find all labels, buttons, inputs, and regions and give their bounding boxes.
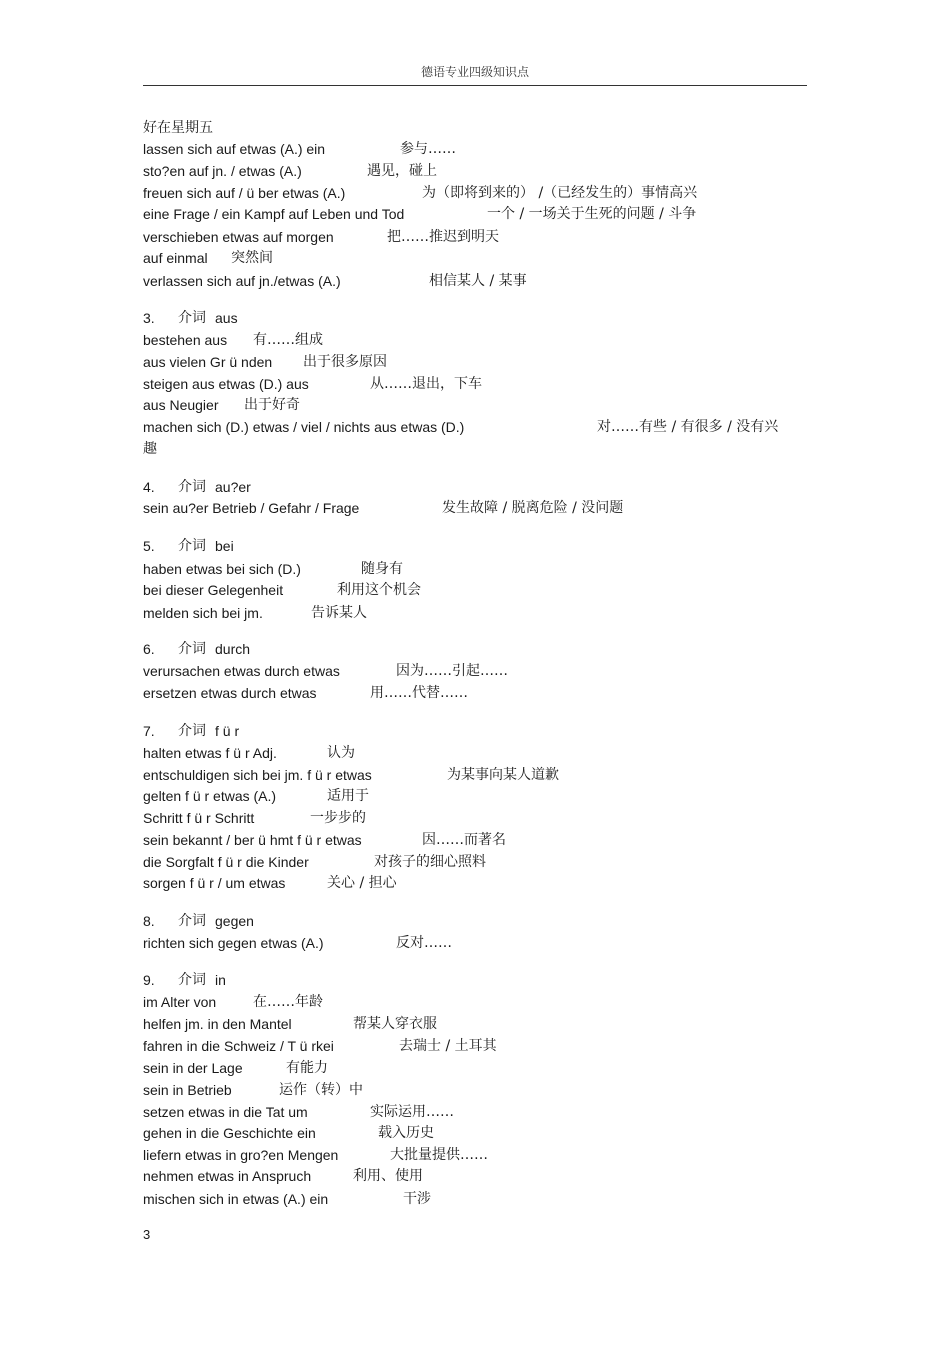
chinese-meaning: 实际运用…… — [370, 1104, 454, 1120]
entry-row — [143, 272, 527, 290]
entry-row — [143, 228, 499, 246]
german-phrase: sein in Betrieb — [143, 1082, 232, 1098]
german-phrase: fahren in die Schweiz / T ü rkei — [143, 1038, 334, 1054]
entry-row — [143, 853, 486, 871]
german-phrase: gelten f ü r etwas (A.) — [143, 788, 277, 804]
german-phrase: gehen in die Geschichte ein — [143, 1125, 316, 1141]
entry-row — [143, 874, 397, 892]
entry-row — [143, 396, 300, 414]
german-phrase: aus vielen Gr ü nden — [143, 354, 273, 370]
chinese-meaning: 突然间 — [231, 250, 273, 266]
chinese-meaning: 相信某人 / 某事 — [429, 273, 527, 289]
chinese-meaning: 为（即将到来的） /（已经发生的）事情高兴 — [422, 185, 698, 201]
entry-row — [143, 1167, 423, 1185]
german-phrase: sto?en auf jn. / etwas (A.) — [143, 163, 302, 179]
german-phrase: bestehen aus — [143, 332, 228, 348]
german-phrase: eine Frage / ein Kampf auf Leben und Tod — [143, 206, 405, 222]
section-number: 3. — [143, 310, 155, 326]
chinese-meaning: 大批量提供…… — [390, 1147, 488, 1163]
german-phrase: aus Neugier — [143, 397, 219, 413]
chinese-meaning: 一步步的 — [310, 810, 366, 826]
german-phrase: steigen aus etwas (D.) aus — [143, 376, 309, 392]
chinese-meaning: 为某事向某人道歉 — [447, 767, 559, 783]
entry-row — [143, 831, 506, 849]
entry-row — [143, 140, 456, 158]
entry-row — [143, 353, 387, 371]
german-phrase: sorgen f ü r / um etwas — [143, 875, 286, 891]
chinese-meaning: 参与…… — [400, 141, 456, 157]
entry-row — [143, 684, 468, 702]
chinese-meaning: 用……代替…… — [370, 685, 468, 701]
section-heading — [143, 971, 226, 989]
german-phrase: Schritt f ü r Schritt — [143, 810, 255, 826]
chinese-meaning: 从……退出，下车 — [370, 376, 482, 392]
german-phrase: haben etwas bei sich (D.) — [143, 561, 301, 577]
chinese-meaning: 一个 / 一场关于生死的问题 / 斗争 — [487, 206, 697, 222]
chinese-meaning: 因为……引起…… — [396, 663, 508, 679]
section-heading — [143, 309, 238, 327]
entry-row — [143, 993, 323, 1011]
chinese-meaning: 把……推迟到明天 — [387, 229, 499, 245]
chinese-meaning: 有能力 — [286, 1060, 328, 1076]
german-phrase: lassen sich auf etwas (A.) ein — [143, 141, 326, 157]
section-preposition: in — [215, 972, 226, 988]
german-phrase: sein bekannt / ber ü hmt f ü r etwas — [143, 832, 362, 848]
chinese-meaning: 在……年龄 — [253, 994, 323, 1010]
entry-row — [143, 1103, 454, 1121]
german-phrase: melden sich bei jm. — [143, 605, 263, 621]
german-phrase: halten etwas f ü r Adj. — [143, 745, 277, 761]
entry-row — [143, 604, 367, 622]
german-phrase: setzen etwas in die Tat um — [143, 1104, 308, 1120]
entry-row — [143, 662, 508, 680]
german-phrase: sein in der Lage — [143, 1060, 243, 1076]
chinese-meaning: 遇见，碰上 — [367, 163, 437, 179]
entry-row — [143, 1059, 328, 1077]
section-preposition: au?er — [215, 479, 251, 495]
entry-row — [143, 744, 355, 762]
entry-row — [143, 1081, 363, 1099]
section-label: 介词 — [178, 972, 206, 988]
section-number: 6. — [143, 641, 155, 657]
section-label: 介词 — [178, 641, 206, 657]
chinese-meaning: 认为 — [327, 745, 355, 761]
german-phrase: liefern etwas in gro?en Mengen — [143, 1147, 339, 1163]
chinese-meaning: 载入历史 — [378, 1125, 434, 1141]
german-phrase: im Alter von — [143, 994, 217, 1010]
chinese-meaning: 因……而著名 — [422, 832, 506, 848]
german-phrase: richten sich gegen etwas (A.) — [143, 935, 324, 951]
section-preposition: aus — [215, 310, 238, 326]
german-phrase: nehmen etwas in Anspruch — [143, 1168, 312, 1184]
chinese-meaning: 适用于 — [327, 788, 369, 804]
section-number: 5. — [143, 538, 155, 554]
chinese-meaning: 反对…… — [396, 935, 452, 951]
german-phrase: machen sich (D.) etwas / viel / nichts aus etwas (D.) — [143, 419, 465, 435]
german-phrase: mischen sich in etwas (A.) ein — [143, 1191, 329, 1207]
german-phrase: bei dieser Gelegenheit — [143, 582, 284, 598]
section-heading — [143, 912, 254, 930]
german-phrase: verlassen sich auf jn./etwas (A.) — [143, 273, 341, 289]
section-label: 介词 — [178, 310, 206, 326]
entry-row — [143, 787, 369, 805]
chinese-meaning: 随身有 — [361, 561, 403, 577]
chinese-meaning: 对孩子的细心照料 — [374, 854, 486, 870]
wrapped-meaning: 趣 — [143, 441, 157, 457]
entry-row — [143, 809, 366, 827]
entry-row — [143, 1124, 434, 1142]
entry-row — [143, 331, 323, 349]
chinese-meaning: 出于好奇 — [244, 397, 300, 413]
chinese-meaning: 利用这个机会 — [337, 582, 421, 598]
section-heading — [143, 640, 251, 658]
section-preposition: f ü r — [215, 723, 240, 739]
section-label: 介词 — [178, 538, 206, 554]
chinese-meaning: 有……组成 — [253, 332, 323, 348]
entry-row — [143, 249, 273, 267]
section-heading — [143, 478, 251, 496]
entry-row — [143, 1037, 497, 1055]
entry-row — [143, 560, 403, 578]
section-label: 介词 — [178, 723, 206, 739]
entry-row — [143, 162, 437, 180]
chinese-meaning: 利用、使用 — [353, 1168, 423, 1184]
section-number: 8. — [143, 913, 155, 929]
german-phrase: freuen sich auf / ü ber etwas (A.) — [143, 185, 346, 201]
entry-row — [143, 375, 482, 393]
page-number: 3 — [143, 1227, 151, 1242]
entry-row — [143, 766, 559, 784]
entry-row — [143, 184, 698, 202]
chinese-meaning: 干涉 — [403, 1191, 431, 1207]
section-label: 介词 — [178, 913, 206, 929]
german-phrase: auf einmal — [143, 250, 208, 266]
entry-row — [143, 205, 697, 223]
chinese-meaning: 帮某人穿衣服 — [353, 1016, 437, 1032]
entry-row — [143, 581, 421, 599]
header-title: 德语专业四级知识点 — [420, 65, 529, 79]
german-phrase: ersetzen etwas durch etwas — [143, 685, 317, 701]
chinese-meaning: 发生故障 / 脱离危险 / 没问题 — [442, 500, 624, 516]
intro-line: 好在星期五 — [143, 120, 213, 136]
german-phrase: entschuldigen sich bei jm. f ü r etwas — [143, 767, 372, 783]
entry-row — [143, 418, 779, 436]
section-number: 4. — [143, 479, 155, 495]
section-label: 介词 — [178, 479, 206, 495]
german-phrase: helfen jm. in den Mantel — [143, 1016, 292, 1032]
entry-row — [143, 1015, 437, 1033]
section-preposition: durch — [215, 641, 251, 657]
entry-row — [143, 1190, 431, 1208]
german-phrase: die Sorgfalt f ü r die Kinder — [143, 854, 309, 870]
german-phrase: verursachen etwas durch etwas — [143, 663, 340, 679]
section-number: 7. — [143, 723, 155, 739]
chinese-meaning: 关心 / 担心 — [327, 875, 397, 891]
entry-row — [143, 934, 452, 952]
entry-row — [143, 1146, 488, 1164]
german-phrase: verschieben etwas auf morgen — [143, 229, 334, 245]
section-heading — [143, 722, 240, 740]
section-preposition: gegen — [215, 913, 254, 929]
section-heading — [143, 537, 234, 555]
section-number: 9. — [143, 972, 155, 988]
chinese-meaning: 告诉某人 — [311, 605, 367, 621]
chinese-meaning: 对……有些 / 有很多 / 没有兴 — [597, 419, 779, 435]
entry-row — [143, 499, 624, 517]
section-preposition: bei — [215, 538, 234, 554]
header-divider — [143, 85, 807, 86]
chinese-meaning: 运作（转）中 — [279, 1082, 363, 1098]
chinese-meaning: 去瑞士 / 土耳其 — [399, 1038, 497, 1054]
chinese-meaning: 出于很多原因 — [303, 354, 387, 370]
german-phrase: sein au?er Betrieb / Gefahr / Frage — [143, 500, 360, 516]
